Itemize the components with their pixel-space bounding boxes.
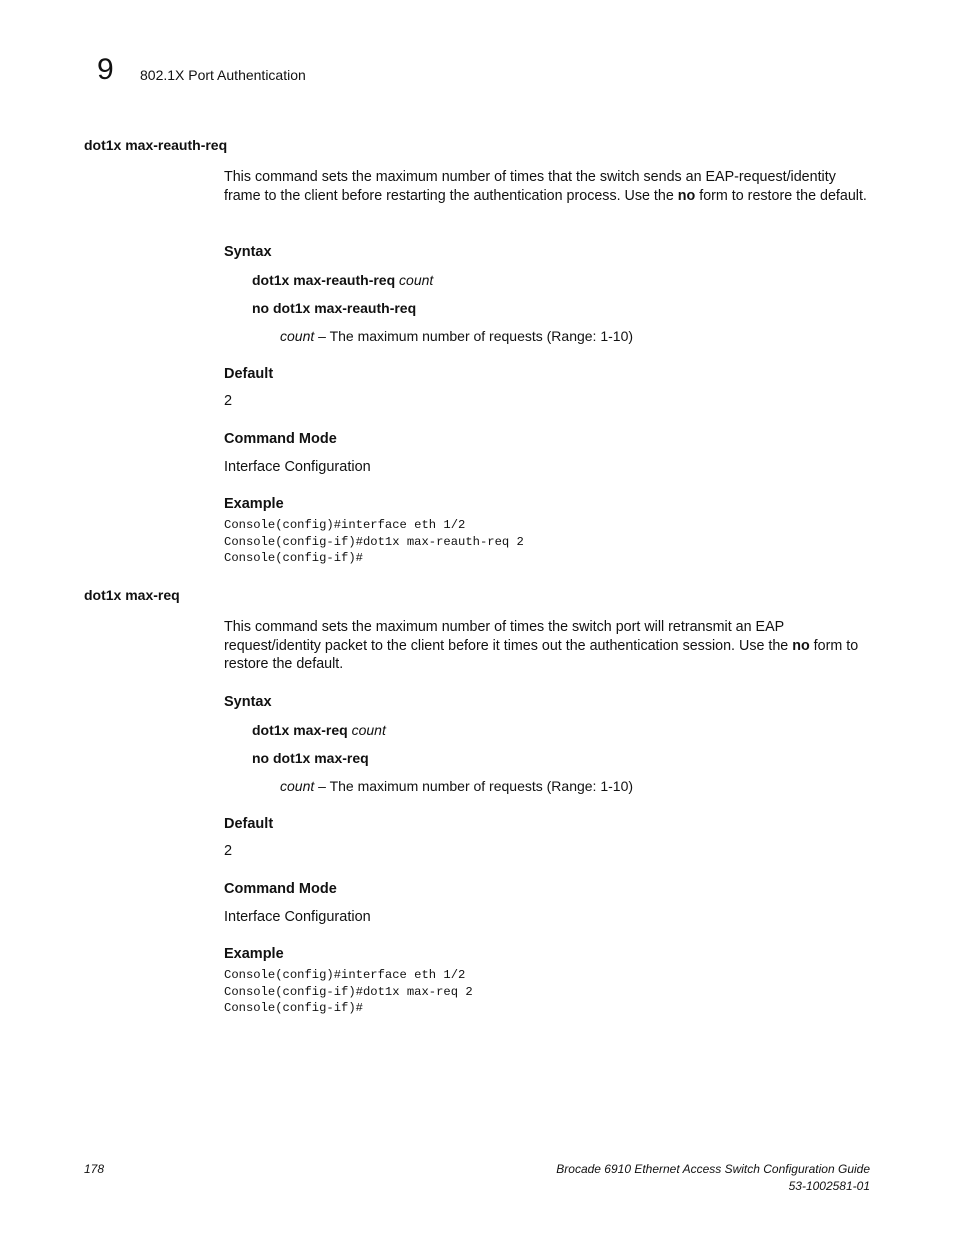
code-line: Console(config-if)#: [224, 1001, 363, 1016]
code-line: Console(config)#interface eth 1/2: [224, 518, 466, 532]
code-line: Console(config-if)#dot1x max-req 2: [224, 984, 473, 999]
command-mode-value: Interface Configuration: [224, 909, 371, 925]
syntax-no-line: no dot1x max-reauth-req: [252, 300, 417, 316]
default-value: 2: [224, 843, 233, 859]
document-title: Brocade 6910 Ethernet Access Switch Configuration Guide: [556, 1162, 870, 1176]
chapter-title: 802.1X Port Authentication: [140, 67, 306, 83]
document-number: 53-1002581-01: [788, 1179, 870, 1193]
code-line: Console(config-if)#: [224, 551, 363, 566]
parameter-description: count – The maximum number of requests (Range: 1-10): [280, 328, 634, 344]
default-heading: Default: [224, 816, 274, 832]
example-code: [224, 517, 524, 567]
command-mode-heading: Command Mode: [224, 431, 337, 447]
example-heading: Example: [224, 946, 284, 962]
no-keyword: no: [677, 187, 696, 204]
default-heading: Default: [224, 366, 274, 382]
syntax-heading: Syntax: [224, 694, 272, 710]
command-description: This command sets the maximum number of times that the switch sends an EAP-request/identity frame to the client before restarting the authentication process. Use the no form to restore the default.: [224, 169, 867, 204]
command-mode-heading: Command Mode: [224, 881, 337, 897]
command-mode-value: Interface Configuration: [224, 459, 371, 475]
example-heading: Example: [224, 496, 284, 512]
command-heading: dot1x max-reauth-req: [84, 137, 228, 153]
command-heading: dot1x max-req: [84, 587, 180, 603]
syntax-line: dot1x max-reauth-req count: [252, 272, 434, 288]
page-number: 178: [84, 1162, 105, 1176]
example-code: [224, 967, 473, 1017]
parameter-description: count – The maximum number of requests (Range: 1-10): [280, 778, 634, 794]
code-line: Console(config)#interface eth 1/2: [224, 968, 466, 982]
syntax-heading: Syntax: [224, 244, 272, 260]
command-description: This command sets the maximum number of times the switch port will retransmit an EAP request/identity packet to the client before it times out the authentication session. Use the no form to restore the default.: [224, 619, 859, 673]
syntax-line: dot1x max-req count: [252, 722, 386, 738]
syntax-no-line: no dot1x max-req: [252, 750, 369, 766]
no-keyword: no: [792, 637, 810, 654]
chapter-number: 9: [97, 53, 114, 86]
code-line: Console(config-if)#dot1x max-reauth-req 2: [224, 534, 524, 549]
default-value: 2: [224, 393, 233, 409]
